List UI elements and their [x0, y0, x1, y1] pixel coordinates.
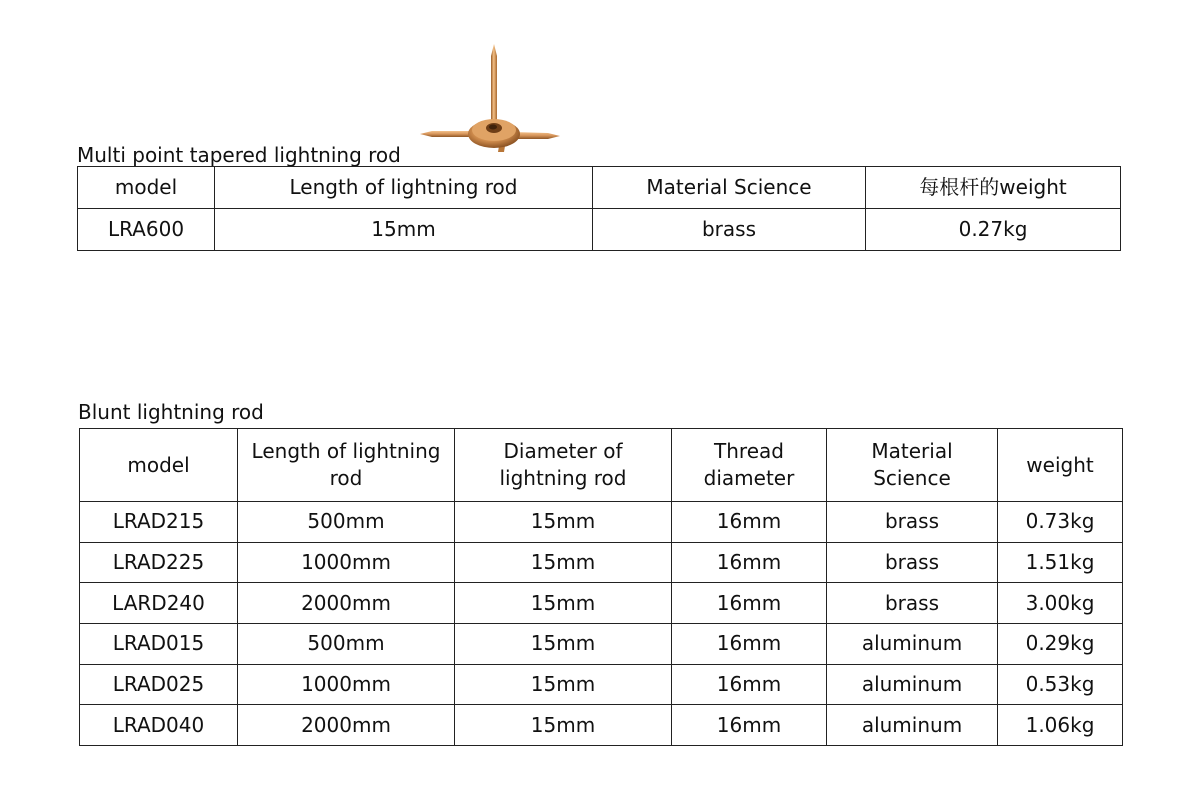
- thread-cell: 16mm: [672, 664, 827, 705]
- model-cell: LRAD215: [80, 502, 238, 543]
- diameter-cell: 15mm: [455, 664, 672, 705]
- material-cell: brass: [593, 209, 866, 251]
- material-cell: aluminum: [827, 664, 998, 705]
- weight-cell: 0.53kg: [998, 664, 1123, 705]
- material-cell: aluminum: [827, 705, 998, 746]
- model-cell: LARD240: [80, 583, 238, 624]
- length-cell: 2000mm: [238, 705, 455, 746]
- header-cell: Diameter of lightning rod: [455, 429, 672, 502]
- diameter-cell: 15mm: [455, 502, 672, 543]
- length-cell: 15mm: [215, 209, 593, 251]
- header-cell: weight: [998, 429, 1123, 502]
- section-title-blunt: Blunt lightning rod: [78, 400, 264, 424]
- model-cell: LRAD025: [80, 664, 238, 705]
- material-cell: brass: [827, 542, 998, 583]
- diameter-cell: 15mm: [455, 542, 672, 583]
- length-cell: 500mm: [238, 502, 455, 543]
- header-cell: Length of lightning rod: [238, 429, 455, 502]
- weight-cell: 1.51kg: [998, 542, 1123, 583]
- header-cell: Material Science: [593, 167, 866, 209]
- section-title-multi-point: Multi point tapered lightning rod: [77, 143, 401, 167]
- model-cell: LRAD015: [80, 624, 238, 665]
- table-row: [80, 502, 1123, 543]
- weight-cell: 0.73kg: [998, 502, 1123, 543]
- length-cell: 1000mm: [238, 542, 455, 583]
- length-cell: 2000mm: [238, 583, 455, 624]
- header-cell: model: [80, 429, 238, 502]
- diameter-cell: 15mm: [455, 705, 672, 746]
- header-cell: Material Science: [827, 429, 998, 502]
- multi-point-spec-table: [77, 166, 1121, 251]
- model-cell: LRAD225: [80, 542, 238, 583]
- table-row: [80, 664, 1123, 705]
- weight-cell: 1.06kg: [998, 705, 1123, 746]
- header-cell: Length of lightning rod: [215, 167, 593, 209]
- table-row: [78, 209, 1121, 251]
- thread-cell: 16mm: [672, 542, 827, 583]
- length-cell: 500mm: [238, 624, 455, 665]
- weight-cell: 0.27kg: [866, 209, 1121, 251]
- thread-cell: 16mm: [672, 624, 827, 665]
- thread-cell: 16mm: [672, 705, 827, 746]
- table-row: [80, 624, 1123, 665]
- header-cell: model: [78, 167, 215, 209]
- header-cell: 每根杆的weight: [866, 167, 1121, 209]
- thread-cell: 16mm: [672, 583, 827, 624]
- diameter-cell: 15mm: [455, 583, 672, 624]
- table-row: [80, 705, 1123, 746]
- table-header-row: [80, 429, 1123, 502]
- weight-cell: 3.00kg: [998, 583, 1123, 624]
- table-header-row: [78, 167, 1121, 209]
- material-cell: brass: [827, 502, 998, 543]
- material-cell: brass: [827, 583, 998, 624]
- table-row: [80, 542, 1123, 583]
- table-row: [80, 583, 1123, 624]
- lightning-rod-product-image: [416, 42, 564, 152]
- length-cell: 1000mm: [238, 664, 455, 705]
- blunt-spec-table: [79, 428, 1123, 746]
- diameter-cell: 15mm: [455, 624, 672, 665]
- model-cell: LRA600: [78, 209, 215, 251]
- header-cell: Thread diameter: [672, 429, 827, 502]
- material-cell: aluminum: [827, 624, 998, 665]
- thread-cell: 16mm: [672, 502, 827, 543]
- model-cell: LRAD040: [80, 705, 238, 746]
- weight-cell: 0.29kg: [998, 624, 1123, 665]
